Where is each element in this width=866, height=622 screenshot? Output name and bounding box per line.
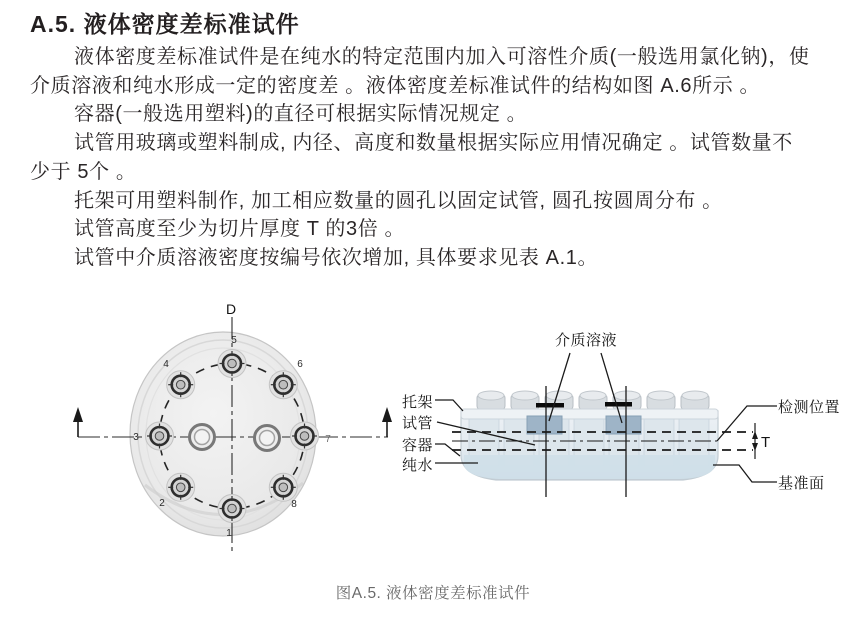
container-label: 容器 <box>402 437 434 454</box>
rack-rim <box>461 409 718 419</box>
test-tube-label: 试管 <box>402 415 434 432</box>
rack-leader <box>435 400 463 411</box>
tube-hole-4 <box>167 371 195 399</box>
level-mark-left <box>536 403 564 408</box>
center-ring-right <box>255 426 280 451</box>
body-text <box>30 43 860 273</box>
reference-plane-label: 基准面 <box>778 475 825 492</box>
tube-hole-1 <box>218 495 246 523</box>
diameter-label: D <box>225 301 237 317</box>
hole-number-2: 2 <box>159 498 165 509</box>
hole-number-6: 6 <box>297 359 303 370</box>
text-line: 少于 5个 。 <box>30 160 137 183</box>
text-line: 试管用玻璃或塑料制成, 内径、高度和数量根据实际应用情况确定 。试管数量不 <box>74 132 793 155</box>
text-line: 容器(一般选用塑料)的直径可根据实际情况规定 。 <box>74 103 528 126</box>
thickness-dimension <box>752 423 758 459</box>
text-line: 托架可用塑料制作, 加工相应数量的圆孔以固定试管, 圆孔按圆周分布 。 <box>74 189 723 212</box>
center-ring-left <box>190 425 215 450</box>
pure-water-label: 纯水 <box>402 457 434 474</box>
hole-number-4: 4 <box>163 359 169 370</box>
text-line: 试管高度至少为切片厚度 T 的3倍 。 <box>74 218 406 241</box>
tube-hole-6 <box>269 371 297 399</box>
figure-caption: 图A.5. 液体密度差标准试件 <box>335 585 531 602</box>
hole-number-3: 3 <box>133 432 139 443</box>
hole-number-7: 7 <box>325 434 331 445</box>
tube-caps-row <box>477 391 709 410</box>
rack-label: 托架 <box>402 394 434 411</box>
hole-number-1: 1 <box>226 528 232 539</box>
section-arrow-right <box>382 407 392 437</box>
level-mark-right <box>605 402 632 407</box>
tube-hole-7 <box>291 422 319 450</box>
medium-solution-label: 介质溶液 <box>554 332 618 349</box>
section-arrow-left <box>73 407 83 437</box>
text-line: 试管中介质溶液密度按编号依次增加, 具体要求见表 A.1。 <box>74 246 599 269</box>
text-line: 液体密度差标准试件是在纯水的特定范围内加入可溶性介质(一般选用氯化钠)，使 <box>74 46 810 68</box>
figure-top-view <box>60 295 400 580</box>
thickness-label: T <box>761 434 771 451</box>
hole-number-5: 5 <box>231 335 237 346</box>
section-title: A.5. 液体密度差标准试件 <box>30 11 300 37</box>
text-line: 介质溶液和纯水形成一定的密度差 。液体密度差标准试件的结构如图 A.6所示 。 <box>30 74 761 97</box>
detection-position-label: 检测位置 <box>778 399 841 416</box>
tube-hole-8 <box>269 473 297 501</box>
figure-side-view <box>395 310 866 510</box>
tube-hole-2 <box>167 473 195 501</box>
hole-number-8: 8 <box>291 499 297 510</box>
pure-water-band <box>464 455 715 479</box>
tube-hole-3 <box>146 422 174 450</box>
reference-plane-leader <box>713 465 777 482</box>
tube-hole-5 <box>218 350 246 378</box>
